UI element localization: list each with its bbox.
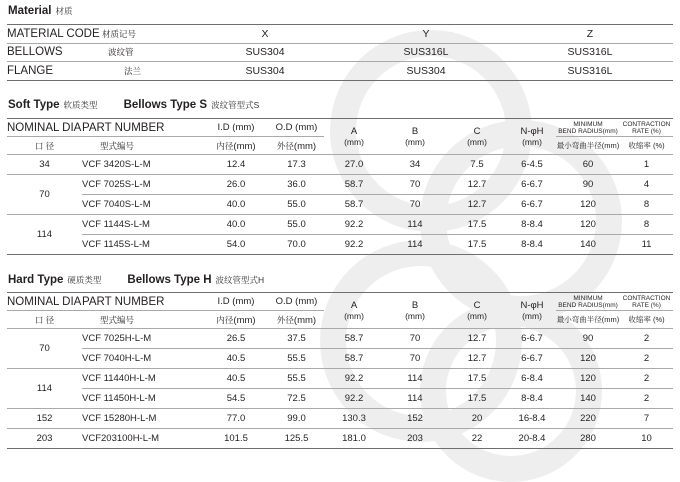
bellows-x: SUS304 (185, 43, 345, 62)
part-number-cell: VCF 1144S-L-M (82, 215, 203, 235)
dim-b-cell: 70 (384, 329, 446, 349)
soft-header-row-1 (7, 119, 673, 137)
col-c (446, 293, 508, 329)
col-od-cn (269, 311, 324, 329)
contraction-rate-cell: 2 (620, 389, 673, 409)
col-contraction-1: CONTRACTION (622, 294, 671, 302)
col-b-unit: (mm) (405, 311, 425, 321)
dim-a-cell: 92.2 (324, 235, 384, 255)
dim-b-cell: 70 (384, 349, 446, 369)
soft-subtitle: Bellows Type S (123, 99, 208, 111)
dim-c-cell: 17.5 (446, 369, 508, 389)
part-number-cell: VCF 7025S-L-M (82, 175, 203, 195)
inner-diameter-cell: 12.4 (203, 155, 269, 175)
col-a-unit: (mm) (344, 311, 364, 321)
dim-b-cell: 70 (384, 175, 446, 195)
bellows-y: SUS316L (345, 43, 507, 62)
dim-b-cell: 114 (384, 215, 446, 235)
dim-a-cell: 130.3 (324, 409, 384, 429)
col-b-unit: (mm) (405, 137, 425, 147)
col-c-unit: (mm) (467, 311, 487, 321)
nominal-dia-cell: 152 (7, 409, 82, 429)
nominal-dia-cell: 70 (7, 175, 82, 215)
bolt-holes-cell: 6-6.7 (508, 349, 556, 369)
bellows-z: SUS316L (507, 43, 673, 62)
col-od: O.D (mm) (269, 119, 324, 137)
table-row (7, 429, 673, 449)
min-bend-radius-cell: 120 (556, 349, 620, 369)
col-a-unit: (mm) (344, 137, 364, 147)
min-bend-radius-cell: 120 (556, 195, 620, 215)
col-min-bend-2: BEND RADIUS(mm) (558, 301, 618, 309)
part-number-cell: VCF 1145S-L-M (82, 235, 203, 255)
material-table (7, 24, 673, 81)
inner-diameter-cell: 101.5 (203, 429, 269, 449)
dim-a-cell: 58.7 (324, 349, 384, 369)
bolt-holes-cell: 6-6.7 (508, 329, 556, 349)
col-n-unit: (mm) (522, 137, 542, 147)
table-row (7, 349, 673, 369)
contraction-rate-cell: 1 (620, 155, 673, 175)
inner-diameter-cell: 54.5 (203, 389, 269, 409)
col-min-bend-cn: 最小弯曲半径(mm) (556, 137, 620, 155)
outer-diameter-cell: 17.3 (269, 155, 324, 175)
flange-x: SUS304 (185, 62, 345, 81)
col-id-cn (203, 137, 269, 155)
col-b (384, 293, 446, 329)
material-title (8, 5, 72, 17)
inner-diameter-cell: 26.0 (203, 175, 269, 195)
table-row (7, 235, 673, 255)
part-number-cell: VCF 11450H-L-M (82, 389, 203, 409)
dim-a-cell: 58.7 (324, 329, 384, 349)
bolt-holes-cell: 20-8.4 (508, 429, 556, 449)
hard-rows (7, 329, 673, 449)
dim-c-cell: 12.7 (446, 195, 508, 215)
dim-b-cell: 114 (384, 235, 446, 255)
inner-diameter-cell: 40.0 (203, 215, 269, 235)
soft-type-title (8, 99, 259, 111)
col-a (324, 293, 384, 329)
dim-c-cell: 12.7 (446, 349, 508, 369)
flange-label: FLANGE (7, 62, 102, 81)
outer-diameter-cell: 36.0 (269, 175, 324, 195)
part-number-cell: VCF 15280H-L-M (82, 409, 203, 429)
outer-diameter-cell: 72.5 (269, 389, 324, 409)
col-od-cn-text: 外径 (276, 140, 294, 151)
col-min-bend-cn: 最小弯曲半径(mm) (556, 311, 620, 329)
contraction-rate-cell: 2 (620, 349, 673, 369)
bolt-holes-cell: 6-6.7 (508, 175, 556, 195)
hard-type-title (8, 274, 264, 286)
dim-b-cell: 203 (384, 429, 446, 449)
hard-title-cn: 硬质类型 (67, 275, 102, 285)
outer-diameter-cell: 70.0 (269, 235, 324, 255)
col-c-label: C (473, 126, 481, 137)
col-b-label: B (411, 300, 419, 311)
min-bend-radius-cell: 140 (556, 235, 620, 255)
outer-diameter-cell: 55.0 (269, 195, 324, 215)
min-bend-radius-cell: 60 (556, 155, 620, 175)
col-a-label: A (350, 300, 358, 311)
dim-a-cell: 181.0 (324, 429, 384, 449)
outer-diameter-cell: 55.5 (269, 349, 324, 369)
contraction-rate-cell: 8 (620, 195, 673, 215)
col-contraction-cn: 收缩率 (%) (620, 137, 673, 155)
col-contraction-2: RATE (%) (632, 301, 661, 309)
col-c-unit: (mm) (467, 137, 487, 147)
outer-diameter-cell: 55.0 (269, 215, 324, 235)
dim-a-cell: 58.7 (324, 195, 384, 215)
table-row (7, 409, 673, 429)
dim-b-cell: 70 (384, 195, 446, 215)
col-min-bend-2: BEND RADIUS(mm) (558, 127, 618, 135)
dim-c-cell: 20 (446, 409, 508, 429)
material-title-cn: 材质 (55, 6, 73, 16)
dim-c-cell: 17.5 (446, 389, 508, 409)
hard-header-row-1 (7, 293, 673, 311)
col-id: I.D (mm) (203, 119, 269, 137)
nominal-dia-cell: 114 (7, 369, 82, 409)
col-part-number: PART NUMBER (82, 293, 203, 311)
col-n-label: N-φH (520, 300, 544, 311)
outer-diameter-cell: 99.0 (269, 409, 324, 429)
inner-diameter-cell: 26.5 (203, 329, 269, 349)
inner-diameter-cell: 40.0 (203, 195, 269, 215)
dim-c-cell: 22 (446, 429, 508, 449)
table-row (7, 175, 673, 195)
table-row (7, 195, 673, 215)
table-row (7, 155, 673, 175)
part-number-cell: VCF 7040H-L-M (82, 349, 203, 369)
dim-c-cell: 12.7 (446, 175, 508, 195)
col-id-cn (203, 311, 269, 329)
inner-diameter-cell: 77.0 (203, 409, 269, 429)
col-contraction-2: RATE (%) (632, 127, 661, 135)
col-n (508, 293, 556, 329)
table-row (7, 215, 673, 235)
bolt-holes-cell: 16-8.4 (508, 409, 556, 429)
col-n-label: N-φH (520, 126, 544, 137)
material-code-cn: 材质记号 (102, 25, 185, 44)
col-nominal-dia: NOMINAL DIA (7, 119, 82, 137)
dim-a-cell: 27.0 (324, 155, 384, 175)
flange-label-cn: 法兰 (102, 62, 185, 81)
col-od: O.D (mm) (269, 293, 324, 311)
col-contraction (620, 293, 673, 311)
col-nominal-dia: NOMINAL DIA (7, 293, 82, 311)
col-od-cn-unit: (mm) (293, 314, 317, 326)
outer-diameter-cell: 37.5 (269, 329, 324, 349)
col-od-cn-text: 外径 (276, 314, 294, 325)
soft-title-cn: 软质类型 (63, 100, 98, 110)
bolt-holes-cell: 6-8.4 (508, 369, 556, 389)
contraction-rate-cell: 4 (620, 175, 673, 195)
material-code-label: MATERIAL CODE (7, 25, 102, 44)
col-contraction (620, 119, 673, 137)
bolt-holes-cell: 8-8.4 (508, 215, 556, 235)
col-nominal-dia-cn: 口 径 (7, 311, 82, 329)
col-min-bend-1: MINIMUM (573, 120, 603, 128)
col-n (508, 119, 556, 155)
material-code-x: X (185, 25, 345, 44)
material-code-z: Z (507, 25, 673, 44)
material-title-text: Material (8, 5, 52, 17)
col-contraction-1: CONTRACTION (622, 120, 671, 128)
hard-spec-table (7, 292, 673, 449)
outer-diameter-cell: 125.5 (269, 429, 324, 449)
inner-diameter-cell: 54.0 (203, 235, 269, 255)
nominal-dia-cell: 114 (7, 215, 82, 255)
bolt-holes-cell: 6-6.7 (508, 195, 556, 215)
contraction-rate-cell: 7 (620, 409, 673, 429)
min-bend-radius-cell: 90 (556, 329, 620, 349)
col-nominal-dia-cn: 口 径 (7, 137, 82, 155)
dim-c-cell: 12.7 (446, 329, 508, 349)
dim-a-cell: 92.2 (324, 389, 384, 409)
col-a (324, 119, 384, 155)
dim-a-cell: 58.7 (324, 175, 384, 195)
col-n-unit: (mm) (522, 311, 542, 321)
min-bend-radius-cell: 140 (556, 389, 620, 409)
bellows-label-cn: 波纹管 (102, 43, 185, 62)
col-part-number-cn: 型式编号 (82, 311, 203, 329)
min-bend-radius-cell: 220 (556, 409, 620, 429)
dim-b-cell: 114 (384, 389, 446, 409)
inner-diameter-cell: 40.5 (203, 349, 269, 369)
hard-title-text: Hard Type (8, 274, 64, 286)
bolt-holes-cell: 8-8.4 (508, 389, 556, 409)
dim-a-cell: 92.2 (324, 369, 384, 389)
col-part-number-cn: 型式编号 (82, 137, 203, 155)
col-a-label: A (350, 126, 358, 137)
col-c-label: C (473, 300, 481, 311)
table-row (7, 369, 673, 389)
material-row-bellows (7, 43, 673, 62)
soft-rows (7, 155, 673, 255)
col-id-cn-text: 内径 (216, 140, 234, 151)
min-bend-radius-cell: 120 (556, 215, 620, 235)
nominal-dia-cell: 203 (7, 429, 82, 449)
soft-title-text: Soft Type (8, 99, 60, 111)
bellows-label: BELLOWS (7, 43, 102, 62)
material-header-row (7, 25, 673, 44)
dim-b-cell: 34 (384, 155, 446, 175)
inner-diameter-cell: 40.5 (203, 369, 269, 389)
dim-b-cell: 114 (384, 369, 446, 389)
col-id-cn-unit: (mm) (233, 140, 256, 152)
dim-c-cell: 7.5 (446, 155, 508, 175)
contraction-rate-cell: 8 (620, 215, 673, 235)
nominal-dia-cell: 70 (7, 329, 82, 369)
col-b-label: B (411, 126, 419, 137)
flange-y: SUS304 (345, 62, 507, 81)
dim-c-cell: 17.5 (446, 215, 508, 235)
nominal-dia-cell: 34 (7, 155, 82, 175)
part-number-cell: VCF 7040S-L-M (82, 195, 203, 215)
col-min-bend (556, 293, 620, 311)
col-od-cn-unit: (mm) (293, 140, 317, 152)
col-id-cn-text: 内径 (216, 314, 234, 325)
part-number-cell: VCF 7025H-L-M (82, 329, 203, 349)
min-bend-radius-cell: 120 (556, 369, 620, 389)
material-code-y: Y (345, 25, 507, 44)
dim-c-cell: 17.5 (446, 235, 508, 255)
part-number-cell: VCF203100H-L-M (82, 429, 203, 449)
contraction-rate-cell: 10 (620, 429, 673, 449)
col-b (384, 119, 446, 155)
soft-spec-table (7, 118, 673, 255)
table-row (7, 329, 673, 349)
soft-subtitle-cn: 波纹管型式S (211, 100, 260, 110)
table-row (7, 389, 673, 409)
col-od-cn (269, 137, 324, 155)
col-min-bend (556, 119, 620, 137)
contraction-rate-cell: 2 (620, 369, 673, 389)
col-id: I.D (mm) (203, 293, 269, 311)
min-bend-radius-cell: 280 (556, 429, 620, 449)
hard-subtitle-cn: 波纹管型式H (215, 275, 265, 285)
bolt-holes-cell: 8-8.4 (508, 235, 556, 255)
outer-diameter-cell: 55.5 (269, 369, 324, 389)
col-min-bend-1: MINIMUM (573, 294, 603, 302)
min-bend-radius-cell: 90 (556, 175, 620, 195)
material-row-flange (7, 62, 673, 81)
flange-z: SUS316L (507, 62, 673, 81)
contraction-rate-cell: 11 (620, 235, 673, 255)
col-id-cn-unit: (mm) (233, 314, 256, 326)
contraction-rate-cell: 2 (620, 329, 673, 349)
dim-b-cell: 152 (384, 409, 446, 429)
col-part-number: PART NUMBER (82, 119, 203, 137)
hard-subtitle: Bellows Type H (127, 274, 212, 286)
dim-a-cell: 92.2 (324, 215, 384, 235)
col-c (446, 119, 508, 155)
bolt-holes-cell: 6-4.5 (508, 155, 556, 175)
col-contraction-cn: 收缩率 (%) (620, 311, 673, 329)
part-number-cell: VCF 3420S-L-M (82, 155, 203, 175)
part-number-cell: VCF 11440H-L-M (82, 369, 203, 389)
